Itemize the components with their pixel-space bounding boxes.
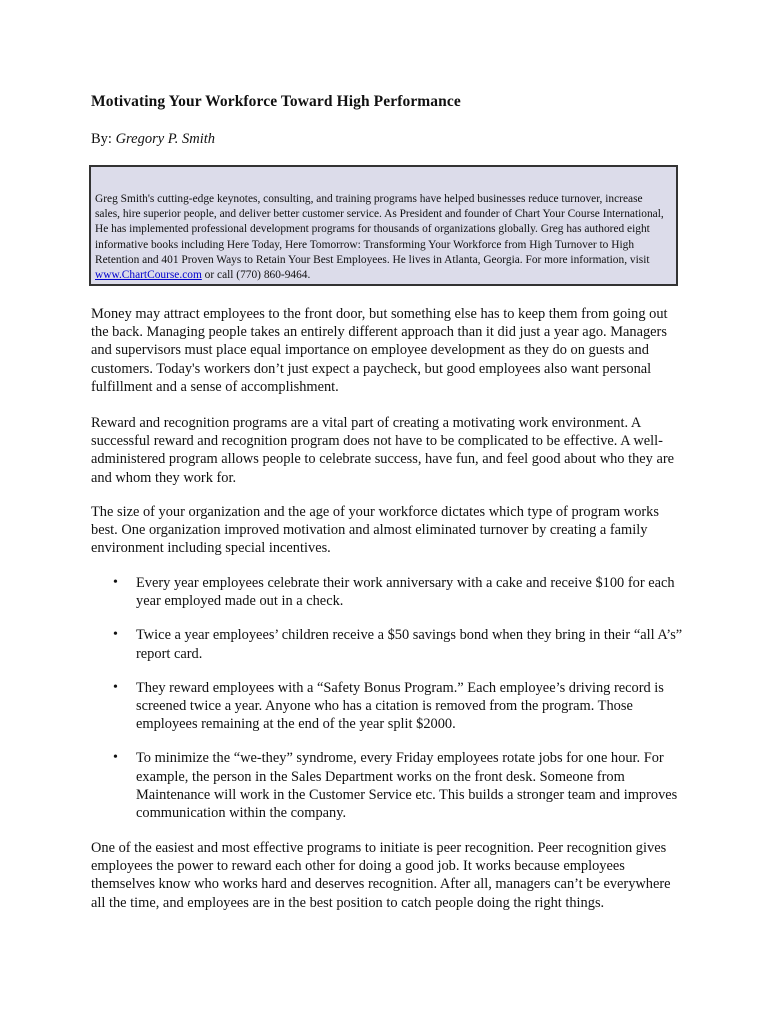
paragraph-2: Reward and recognition programs are a vital part of creating a motivating work environment. A successful reward and recognition program does not have to be complicated to be effective. A well-administered program allows people to celebrate success, have fun, and feel good about who they are and whom they work for.	[91, 415, 675, 486]
bullet-icon: •	[113, 627, 118, 643]
paragraph-3: The size of your organization and the age of your workforce dictates which type of program works best. One organization improved motivation and almost eliminated turnover by creating a family environment including special incentives.	[91, 504, 659, 557]
bullet-icon: •	[113, 750, 118, 766]
bio-text-end: or call (770) 860-9464.	[201, 269, 311, 282]
incentives-list	[91, 574, 687, 838]
list-item-text: To minimize the “we-they” syndrome, every Friday employees rotate jobs for one hour. For example, the person in the Sales Department works on the front desk. Someone from Maintenance will work in the Customer Service etc. This builds a stronger team and improves communication within the company.	[136, 750, 678, 822]
list-item	[91, 749, 687, 822]
list-item-text: They reward employees with a “Safety Bonus Program.” Each employee’s driving record is screened twice a year. Anyone who has a citation is removed from the program. Those employees remaining at the end of the year split $2000.	[136, 679, 664, 733]
list-item-text: Every year employees celebrate their work anniversary with a cake and receive $100 for each year employed made out in a check.	[136, 575, 675, 610]
list-item	[91, 574, 687, 610]
byline	[91, 131, 215, 148]
article-title: Motivating Your Workforce Toward High Performance	[91, 93, 461, 110]
list-item-text: Twice a year employees’ children receive a $50 savings bond when they bring in their “all A’s” report card.	[136, 627, 683, 662]
list-item	[91, 626, 687, 662]
list-item	[91, 679, 687, 734]
bio-text: Greg Smith's cutting-edge keynotes, consulting, and training programs have helped businesses reduce turnover, increase sales, hire superior people, and deliver better customer service. As President and founder of Chart Your Course International, He has implemented professional development programs for thousands of organizations globally. Greg has authored eight informative books including Here Today, Here Tomorrow: Transforming Your Workforce from High Turnover to High Retention and 401 Proven Ways to Retain Your Best Employees. He lives in Atlanta, Georgia. For more information, visit	[95, 193, 664, 266]
website-link[interactable]: www.ChartCourse.com	[95, 269, 202, 282]
paragraph-1: Money may attract employees to the front door, but something else has to keep them from going out the back. Managing people takes an entirely different approach than it did just a year ago. Managers and supervisors must place equal importance on employee development as they do on guests and customers. Today's workers don’t just expect a paycheck, but good employees also want personal fulfillment and a sense of accomplishment.	[91, 306, 668, 395]
paragraph-4: One of the easiest and most effective programs to initiate is peer recognition. Peer recognition gives employees the power to reward each other for doing a good job. It works because employees themselves know who works hard and deserves recognition. After all, managers can’t be everywhere all the time, and employees are in the best position to catch people doing the right things.	[91, 840, 671, 911]
author-name: Gregory P. Smith	[115, 131, 216, 147]
author-bio-box	[89, 165, 678, 286]
bullet-icon: •	[113, 679, 118, 695]
by-label: By:	[91, 131, 116, 147]
bullet-icon: •	[113, 575, 118, 590]
